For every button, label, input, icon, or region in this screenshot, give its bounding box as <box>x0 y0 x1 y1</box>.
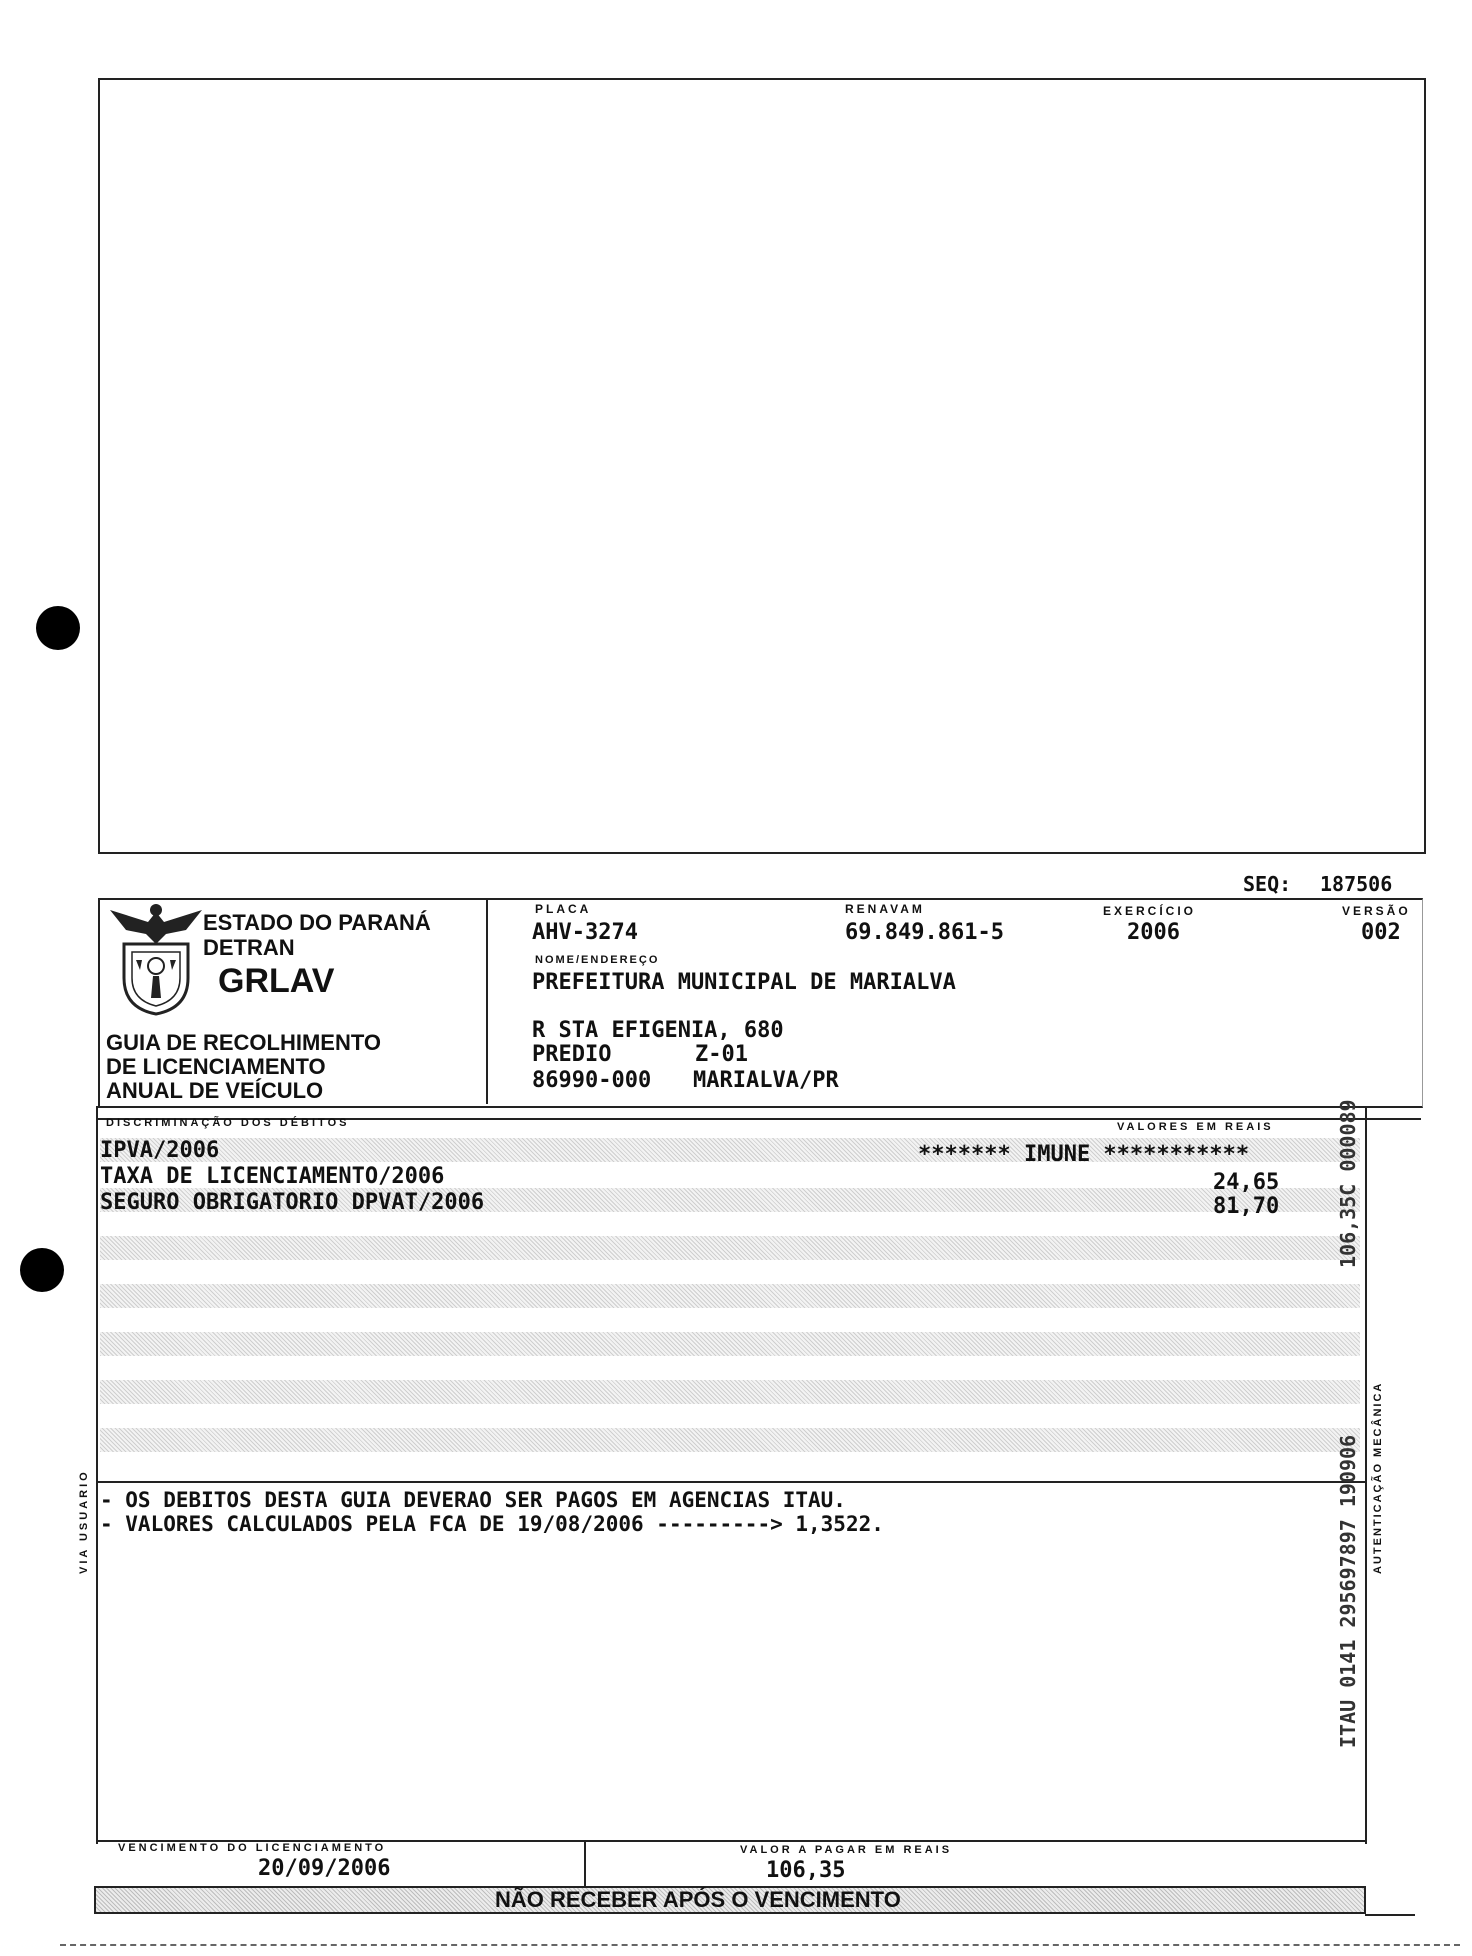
owner-name: PREFEITURA MUNICIPAL DE MARIALVA <box>532 970 956 995</box>
debit-item-desc: TAXA DE LICENCIAMENTO/2006 <box>100 1164 445 1189</box>
renavam-label: RENAVAM <box>845 902 925 916</box>
debit-item-desc: IPVA/2006 <box>100 1138 220 1163</box>
doc-title-line1: GUIA DE RECOLHIMENTO <box>106 1030 382 1055</box>
footer-divider <box>584 1840 586 1886</box>
debits-header-left: DISCRIMINAÇÃO DOS DÉBITOS <box>106 1117 350 1129</box>
stripe-row <box>100 1332 1360 1356</box>
nome-endereco-label: NOME/ENDEREÇO <box>535 954 660 966</box>
stripe-row <box>100 1428 1360 1452</box>
issuer-state: ESTADO DO PARANÁ <box>203 910 431 935</box>
note-line: - VALORES CALCULADOS PELA FCA DE 19/08/2006 ---------> 1,3522. <box>100 1512 884 1536</box>
owner-address-line1: R STA EFIGENIA, 680 <box>532 1018 784 1043</box>
issuer-code: GRLAV <box>218 962 335 1000</box>
seq-value: 187506 <box>1320 872 1393 896</box>
blank-area <box>98 78 1426 854</box>
autenticacao-label: AUTENTICAÇÃO MECÂNICA <box>1372 1381 1384 1574</box>
owner-address-unit: Z-01 <box>695 1042 748 1067</box>
debits-header-right: VALORES EM REAIS <box>1117 1121 1274 1133</box>
debit-item-value: 81,70 <box>1213 1194 1280 1219</box>
debit-item-value: 24,65 <box>1213 1170 1280 1195</box>
debit-item-value: ******* IMUNE *********** <box>918 1142 1250 1167</box>
punch-hole-top <box>36 606 80 650</box>
issuer-agency: DETRAN <box>203 935 295 960</box>
auth-stamp-total: 106,35C 000089 <box>1336 1099 1360 1268</box>
punch-hole-bottom <box>20 1248 64 1292</box>
vencimento-value: 20/09/2006 <box>258 1856 391 1881</box>
placa-label: PLACA <box>535 902 592 916</box>
tear-line <box>60 1944 1460 1946</box>
debits-left-border <box>96 1106 98 1844</box>
right-edge-line <box>1365 1914 1415 1916</box>
valor-label: VALOR A PAGAR EM REAIS <box>740 1844 953 1856</box>
stripe-row <box>100 1380 1360 1404</box>
owner-cep: 86990-000 <box>532 1068 652 1093</box>
versao-value: 002 <box>1361 920 1401 945</box>
seq-label: SEQ: <box>1243 872 1292 896</box>
renavam-value: 69.849.861-5 <box>845 920 1004 945</box>
via-usuario-label: VIA USUARIO <box>78 1469 90 1574</box>
stripe-row <box>100 1284 1360 1308</box>
doc-title-line3: ANUAL DE VEÍCULO <box>106 1078 324 1103</box>
debits-right-border <box>1365 1106 1367 1844</box>
exercicio-value: 2006 <box>1127 920 1180 945</box>
placa-value: AHV-3274 <box>532 920 638 945</box>
versao-label: VERSÃO <box>1342 904 1411 918</box>
exercicio-label: EXERCÍCIO <box>1103 904 1197 918</box>
owner-city: MARIALVA/PR <box>693 1068 839 1093</box>
note-line: - OS DEBITOS DESTA GUIA DEVERAO SER PAGOS EM AGENCIAS ITAU. <box>100 1488 846 1512</box>
vencimento-label: VENCIMENTO DO LICENCIAMENTO <box>118 1842 387 1854</box>
auth-stamp-bank: ITAU 0141 295697897 190906 <box>1336 1434 1360 1748</box>
debit-item-desc: SEGURO OBRIGATORIO DPVAT/2006 <box>100 1190 485 1215</box>
warning-text: NÃO RECEBER APÓS O VENCIMENTO <box>495 1887 901 1912</box>
parana-coat-of-arms-icon <box>108 900 204 1018</box>
stripe-row <box>100 1236 1360 1260</box>
doc-title-line2: DE LICENCIAMENTO <box>106 1054 326 1079</box>
valor-value: 106,35 <box>766 1858 846 1883</box>
header-divider <box>486 898 488 1104</box>
owner-address-predio: PREDIO <box>532 1042 612 1067</box>
notes-top-border <box>96 1481 1366 1483</box>
